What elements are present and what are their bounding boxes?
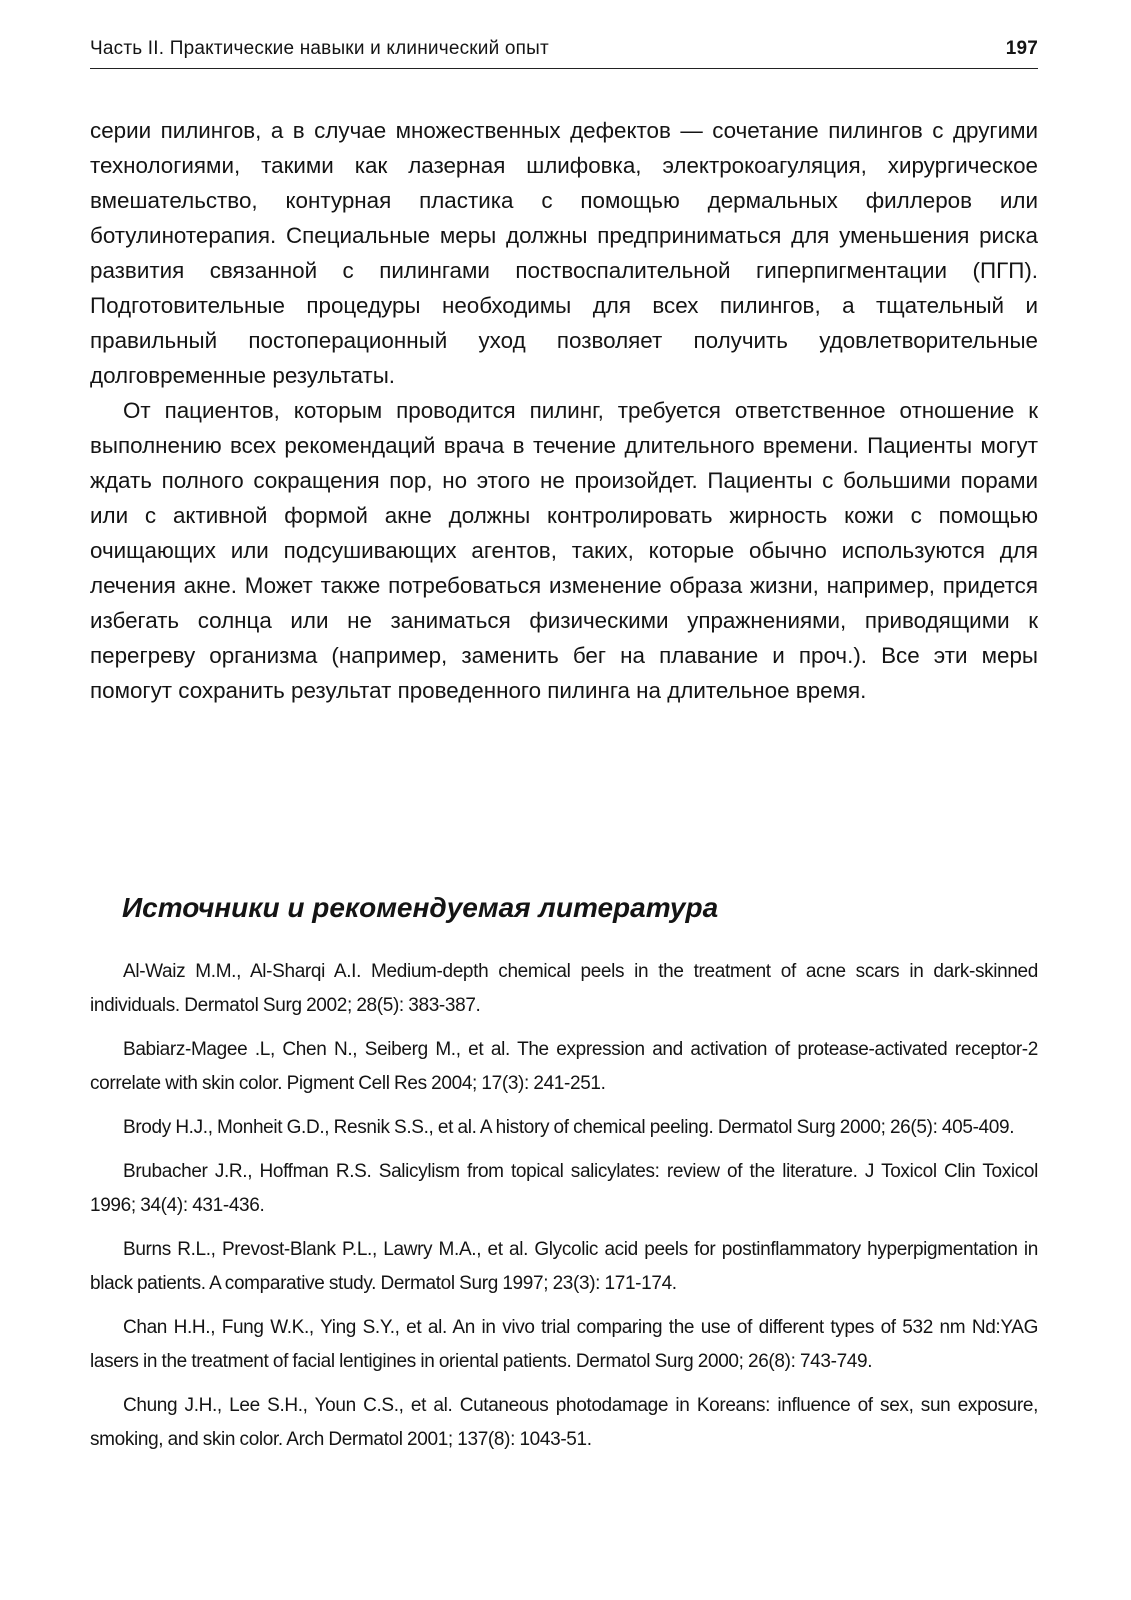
running-title: Часть II. Практические навыки и клинический опыт xyxy=(90,38,549,59)
references-heading: Источники и рекомендуемая литература xyxy=(122,892,719,923)
page-number: 197 xyxy=(1005,38,1038,59)
body-text xyxy=(90,113,1038,708)
reference-item: Chan H.H., Fung W.K., Ying S.Y., et al. An in vivo trial comparing the use of different types of 532 nm Nd:YAG lasers in the treatment of facial lentigines in oriental patients. Dermatol Surg 2000; 26(8): 743-749. xyxy=(90,1317,1038,1372)
reference-item: Burns R.L., Prevost-Blank P.L., Lawry M.A., et al. Glycolic acid peels for postinflammatory hyperpigmentation in black patients. A comparative study. Dermatol Surg 1997; 23(3): 171-174. xyxy=(90,1239,1038,1294)
body-paragraph-1: серии пилингов, а в случае множественных дефектов — сочетание пилингов с другими технологиями, такими как лазерная шлифовка, электрокоагуляция, хирургическое вмешательство, контурная пластика с помощью дермальных филлеров или ботулинотерапия. Специальные меры должны предприниматься для уменьшения риска развития связанной с пилингами поствоспалительной гиперпигментации (ПГП). Подготовительные процедуры необходимы для всех пилингов, а тщательный и правильный постоперационный уход позволяет получить удовлетворительные долговременные результаты. xyxy=(90,118,1038,388)
reference-item: Babiarz-Magee .L, Chen N., Seiberg M., et al. The expression and activation of protease-activated receptor-2 correlate with skin color. Pigment Cell Res 2004; 17(3): 241-251. xyxy=(90,1039,1038,1094)
reference-item: Brubacher J.R., Hoffman R.S. Salicylism from topical salicylates: review of the literature. J Toxicol Clin Toxicol 1996; 34(4): 431-436. xyxy=(90,1161,1038,1216)
reference-list xyxy=(90,955,1038,1467)
reference-item: Al-Waiz M.M., Al-Sharqi A.I. Medium-depth chemical peels in the treatment of acne scars in dark-skinned individuals. Dermatol Surg 2002; 28(5): 383-387. xyxy=(90,961,1038,1016)
body-paragraph-2: От пациентов, которым проводится пилинг, требуется ответственное отношение к выполнению всех рекомендаций врача в течение длительного времени. Пациенты могут ждать полного сокращения пор, но этого не произойдет. Пациенты с большими порами или с активной формой акне должны контролировать жирность кожи с помощью очищающих или подсушивающих агентов, таких, которые обычно используются для лечения акне. Может также потребоваться изменение образа жизни, например, придется избегать солнца или не заниматься физическими упражнениями, приводящими к перегреву организма (например, заменить бег на плавание и проч.). Все эти меры помогут сохранить результат проведенного пилинга на длительное время. xyxy=(90,398,1038,703)
running-header xyxy=(90,34,1038,64)
reference-item: Brody H.J., Monheit G.D., Resnik S.S., et al. A history of chemical peeling. Dermatol Surg 2000; 26(5): 405-409. xyxy=(123,1117,1015,1138)
header-rule xyxy=(90,68,1038,69)
reference-item: Chung J.H., Lee S.H., Youn C.S., et al. Cutaneous photodamage in Koreans: influence of sex, sun exposure, smoking, and skin color. Arch Dermatol 2001; 137(8): 1043-51. xyxy=(90,1395,1038,1450)
